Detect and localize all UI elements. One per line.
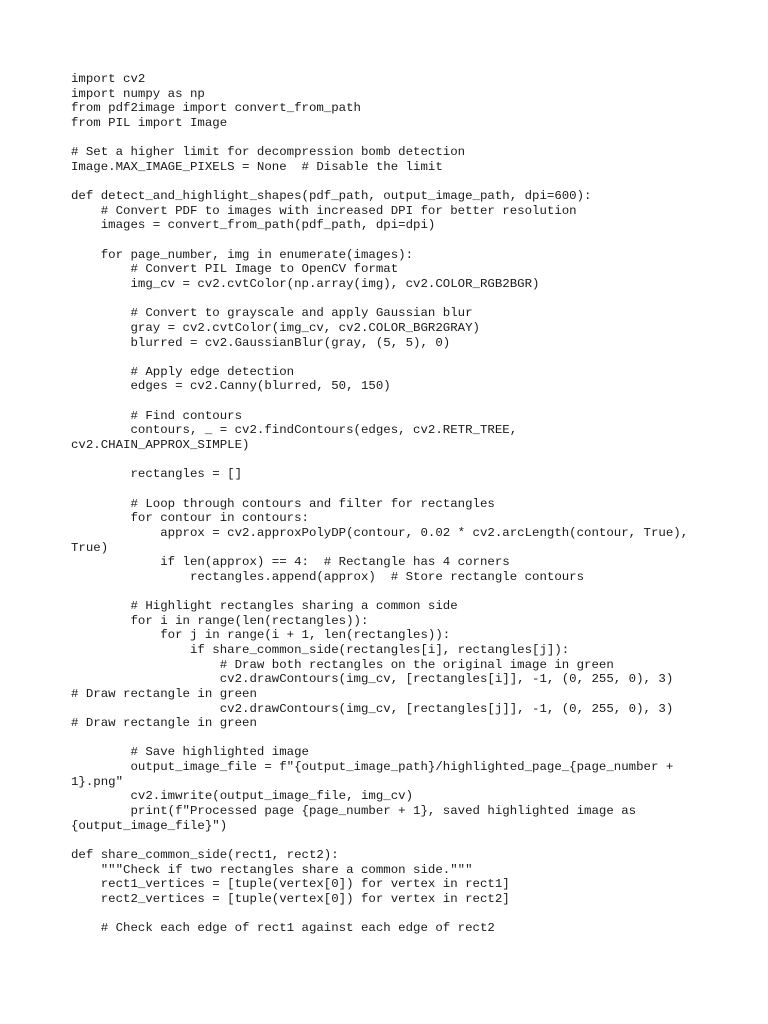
code-line: rectangles.append(approx) # Store rectangle contours — [71, 569, 585, 584]
code-line: cv2.imwrite(output_image_file, img_cv) — [71, 789, 414, 804]
code-line: # Check each edge of rect1 against each edge of rect2 — [71, 921, 495, 936]
code-line: approx = cv2.approxPolyDP(contour, 0.02 * cv2.arcLength(contour, True), — [71, 525, 689, 540]
code-line — [71, 453, 751, 468]
code-line: contours, _ = cv2.findContours(edges, cv2.RETR_TREE, — [71, 423, 518, 438]
code-line: cv2.CHAIN_APPROX_SIMPLE) — [71, 438, 250, 453]
code-line: edges = cv2.Canny(blurred, 50, 150) — [71, 379, 391, 394]
code-line — [71, 731, 751, 746]
code-line: # Draw rectangle in green — [71, 716, 257, 731]
code-line — [71, 350, 751, 365]
code-line: rectangles = [] — [71, 467, 243, 482]
code-line — [71, 482, 751, 497]
code-line — [71, 292, 751, 307]
code-line — [71, 174, 751, 189]
code-line: """Check if two rectangles share a common side.""" — [71, 862, 473, 877]
code-line: blurred = cv2.GaussianBlur(gray, (5, 5), 0) — [71, 335, 451, 350]
code-line: if len(approx) == 4: # Rectangle has 4 corners — [71, 555, 510, 570]
code-line: import numpy as np — [71, 86, 205, 101]
code-line: # Draw both rectangles on the original image in green — [71, 657, 614, 672]
code-line: rect2_vertices = [tuple(vertex[0]) for vertex in rect2] — [71, 891, 510, 906]
code-line: for page_number, img in enumerate(images): — [71, 247, 414, 262]
code-line: for i in range(len(rectangles)): — [71, 613, 369, 628]
code-line — [71, 394, 751, 409]
code-line: # Convert PIL Image to OpenCV format — [71, 262, 399, 277]
code-line: True) — [71, 540, 109, 555]
code-line: img_cv = cv2.cvtColor(np.array(img), cv2.COLOR_RGB2BGR) — [71, 276, 540, 291]
code-line: def detect_and_highlight_shapes(pdf_path, output_image_path, dpi=600): — [71, 189, 592, 204]
code-line — [71, 584, 751, 599]
code-line: if share_common_side(rectangles[i], rectangles[j]): — [71, 642, 570, 657]
code-line: def share_common_side(rect1, rect2): — [71, 847, 339, 862]
code-line: cv2.drawContours(img_cv, [rectangles[j]], -1, (0, 255, 0), 3) — [71, 701, 674, 716]
code-line: from pdf2image import convert_from_path — [71, 101, 361, 116]
code-line: gray = cv2.cvtColor(img_cv, cv2.COLOR_BGR2GRAY) — [71, 320, 480, 335]
code-line — [71, 233, 751, 248]
code-line: for j in range(i + 1, len(rectangles)): — [71, 628, 451, 643]
code-line: # Set a higher limit for decompression bomb detection — [71, 145, 466, 160]
code-line: # Find contours — [71, 408, 243, 423]
code-line — [71, 907, 751, 922]
code-line: cv2.drawContours(img_cv, [rectangles[i]], -1, (0, 255, 0), 3) — [71, 672, 674, 687]
code-line: # Convert PDF to images with increased DPI for better resolution — [71, 203, 577, 218]
code-line: # Highlight rectangles sharing a common side — [71, 599, 458, 614]
code-line: # Loop through contours and filter for rectangles — [71, 496, 495, 511]
code-line: images = convert_from_path(pdf_path, dpi=dpi) — [71, 218, 436, 233]
code-line: for contour in contours: — [71, 511, 309, 526]
code-line: {output_image_file}") — [71, 818, 228, 833]
code-line — [71, 131, 751, 146]
code-line: # Save highlighted image — [71, 745, 309, 760]
code-line: import cv2 — [71, 72, 146, 86]
code-line: # Draw rectangle in green — [71, 686, 257, 701]
code-line — [71, 833, 751, 848]
code-block — [71, 72, 751, 936]
code-line: print(f"Processed page {page_number + 1}, saved highlighted image as — [71, 804, 637, 819]
code-line: Image.MAX_IMAGE_PIXELS = None # Disable the limit — [71, 159, 443, 174]
code-line: # Convert to grayscale and apply Gaussian blur — [71, 306, 473, 321]
code-line: output_image_file = f"{output_image_path}/highlighted_page_{page_number + — [71, 760, 674, 775]
code-line: from PIL import Image — [71, 115, 228, 130]
code-line: 1}.png" — [71, 774, 124, 789]
code-line: # Apply edge detection — [71, 364, 295, 379]
code-line: rect1_vertices = [tuple(vertex[0]) for vertex in rect1] — [71, 877, 510, 892]
